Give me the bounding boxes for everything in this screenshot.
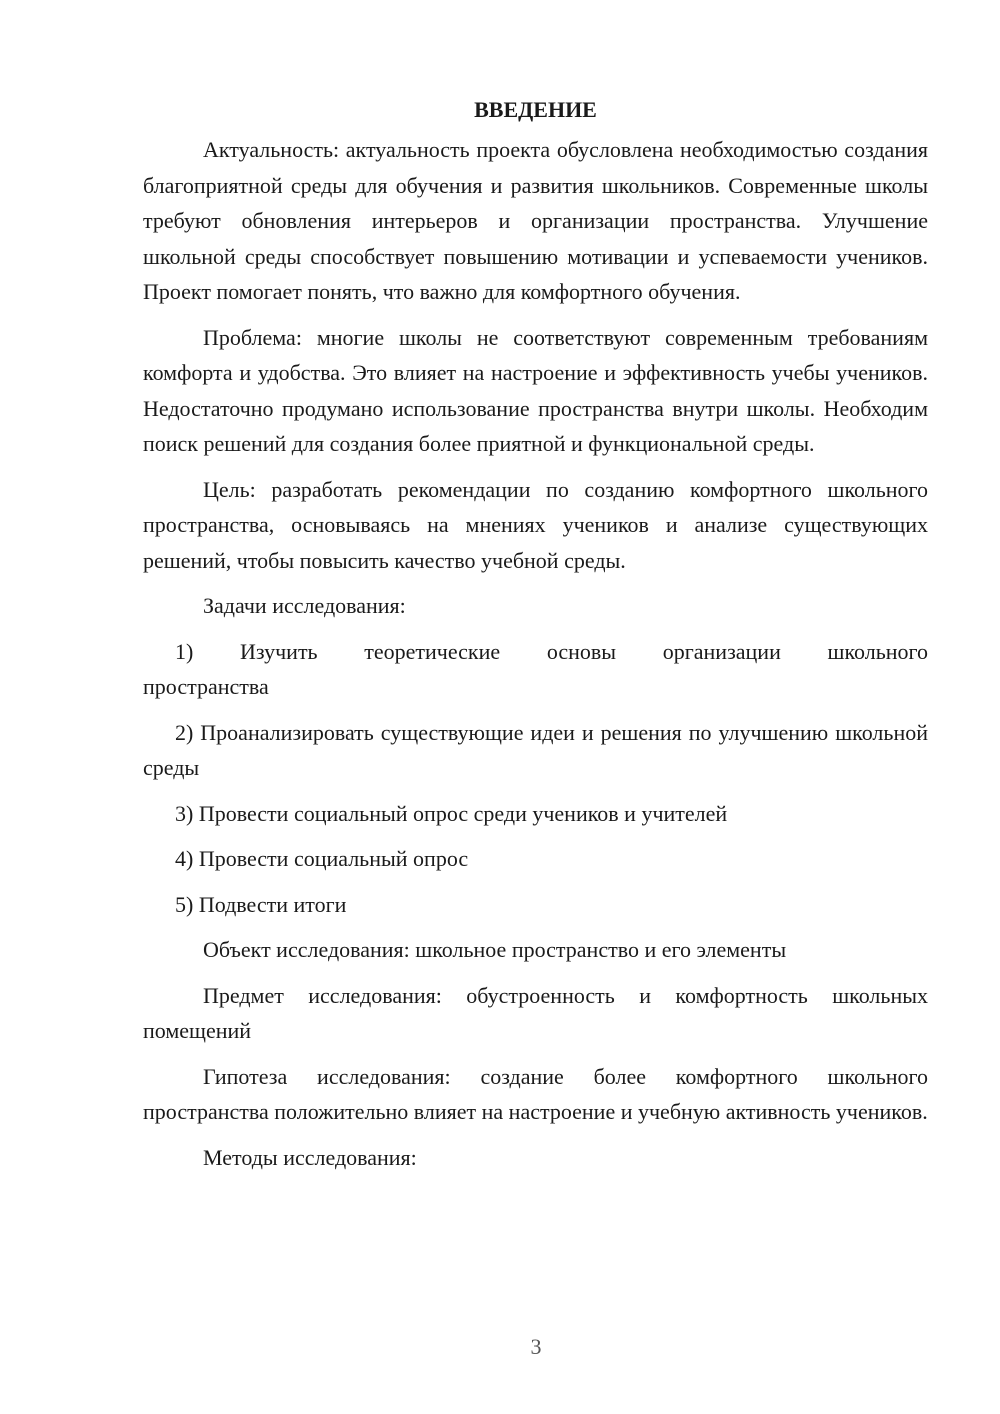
task-item-1: 1) Изучить теоретические основы организации школьного	[175, 638, 928, 664]
hypothesis-paragraph: Гипотеза исследования: создание более комфортного школьного пространства положительно влияет на настроение и учебную активность учеников.	[143, 1063, 928, 1124]
object-paragraph: Объект исследования: школьное пространство и его элементы	[203, 937, 787, 962]
subject-paragraph: Предмет исследования: обустроенность и комфортность школьных помещений	[143, 982, 928, 1043]
task-item-2: 2) Проанализировать существующие идеи и решения по улучшению школьной среды	[143, 719, 928, 780]
goal-paragraph: Цель: разработать рекомендации по созданию комфортного школьного пространства, основываясь на мнениях учеников и анализе существующих решений, чтобы повысить качество учебной среды.	[143, 476, 928, 573]
task-item-5: 5) Подвести итоги	[175, 891, 347, 917]
document-page	[143, 92, 928, 1175]
section-title: ВВЕДЕНИЕ	[474, 97, 597, 122]
problem-paragraph: Проблема: многие школы не соответствуют современным требованиям комфорта и удобства. Это влияет на настроение и эффективность учебы учеников. Недостаточно продумано использование пространства внутри школы. Необходим поиск решений для создания более приятной и функциональной среды.	[143, 324, 928, 456]
relevance-paragraph: Актуальность: актуальность проекта обусловлена необходимостью создания благоприятной среды для обучения и развития школьников. Современные школы требуют обновления интерьеров и организации пространства. Улучшение школьной среды способствует повышению мотивации и успеваемости учеников. Проект помогает понять, что важно для комфортного обучения.	[143, 137, 928, 304]
task-item-1-continuation: пространства	[143, 674, 269, 699]
task-item-3: 3) Провести социальный опрос среди учеников и учителей	[175, 800, 728, 826]
tasks-list	[143, 634, 928, 923]
tasks-heading: Задачи исследования:	[203, 593, 406, 618]
methods-heading: Методы исследования:	[203, 1144, 417, 1170]
page-number: 3	[530, 1334, 542, 1359]
task-item-4: 4) Провести социальный опрос	[175, 846, 469, 871]
